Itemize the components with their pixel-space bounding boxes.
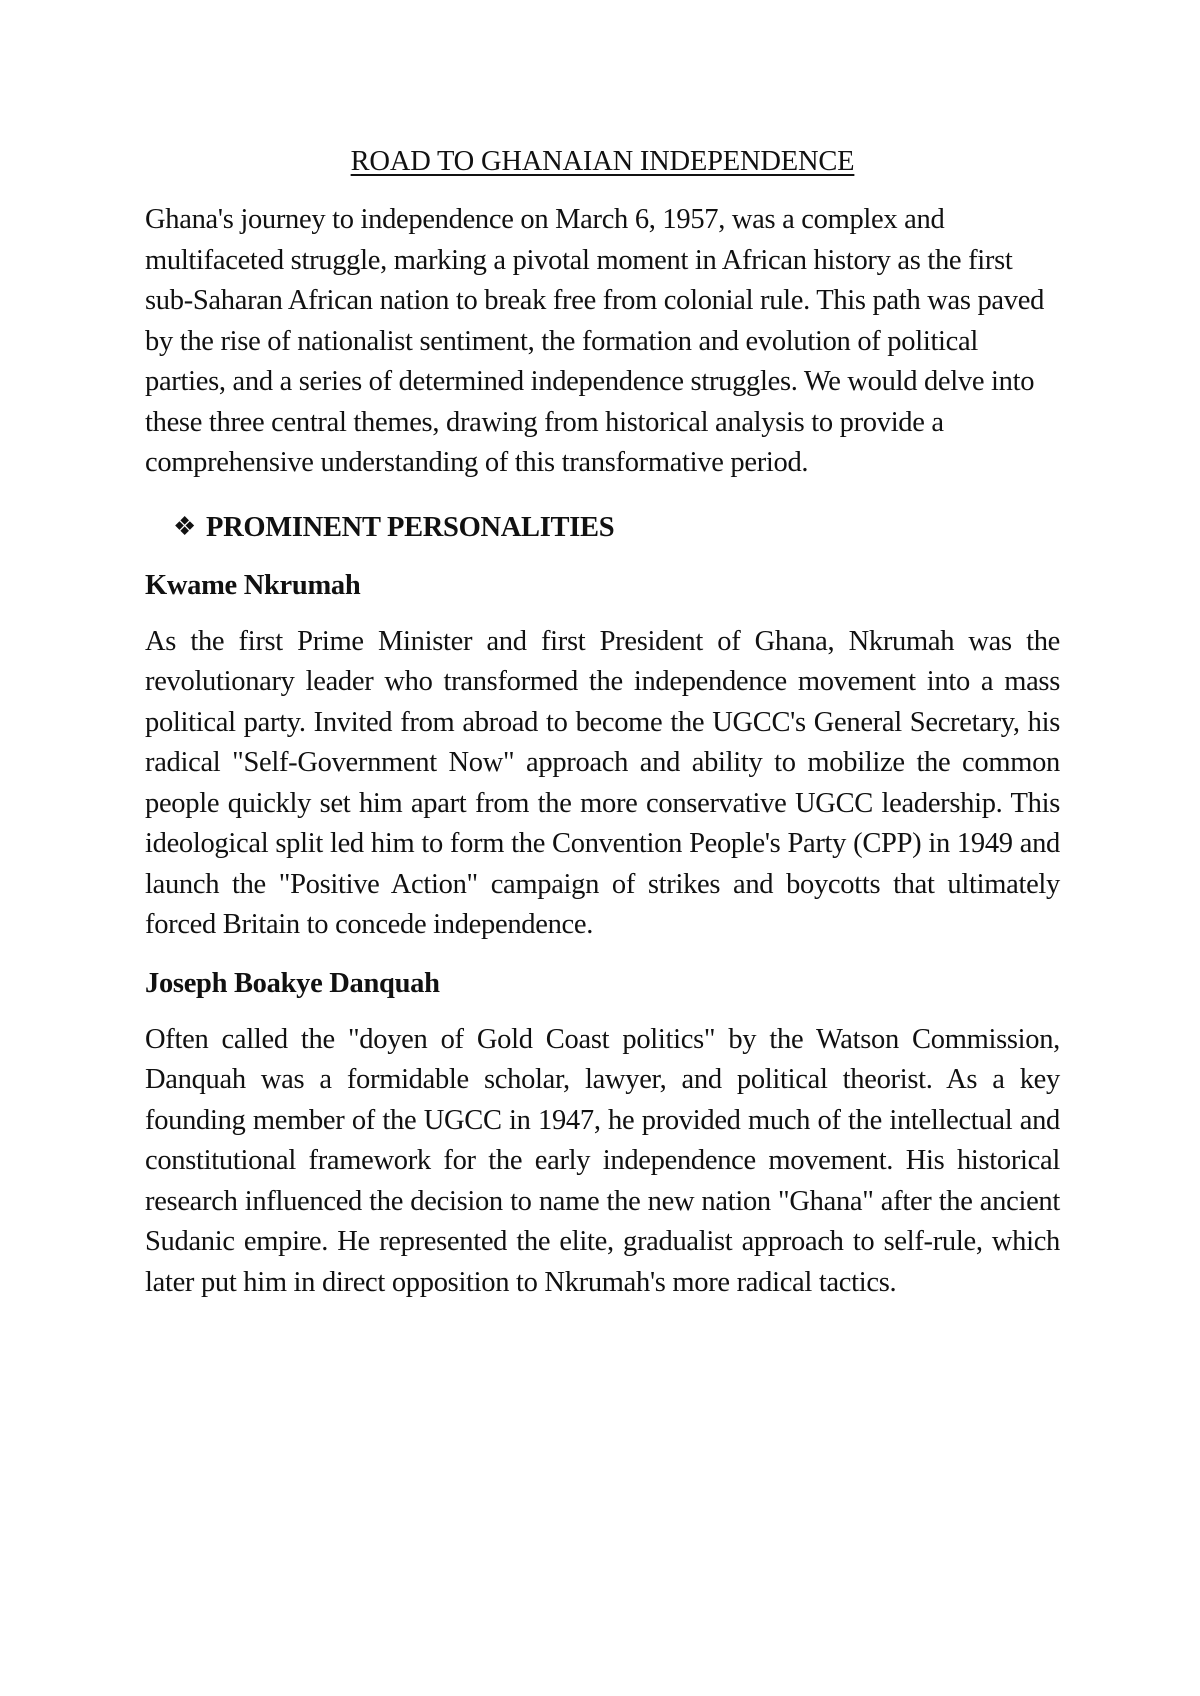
document-title: ROAD TO GHANAIAN INDEPENDENCE — [350, 146, 855, 177]
person-name-nkrumah: Kwame Nkrumah — [145, 569, 361, 601]
person-name-danquah: Joseph Boakye Danquah — [145, 967, 440, 999]
person-bio-nkrumah: As the first Prime Minister and first President of Ghana, Nkrumah was the revolutionary leader who transformed the independence movement into a mass political party. Invited from abroad to become the UGCC's General Secretary, his radical "Self-Government Now" approach and ability to mobilize the common people quickly set him apart from the more conservative UGCC leadership. This ideological split led him to form the Convention People's Party (CPP) in 1949 and launch the "Positive Action" campaign of strikes and boycotts that ultimately forced Britain to concede independence. — [145, 625, 1060, 940]
section-heading-text: PROMINENT PERSONALITIES — [206, 511, 615, 543]
document-body — [145, 140, 1060, 1321]
diamond-bullet-icon: ❖ — [173, 511, 197, 541]
section-heading — [173, 508, 1060, 548]
person-bio-danquah: Often called the "doyen of Gold Coast politics" by the Watson Commission, Danquah was a formidable scholar, lawyer, and political theorist. As a key founding member of the UGCC in 1947, he provided much of the intellectual and constitutional framework for the early independence movement. His historical research influenced the decision to name the new nation "Ghana" after the ancient Sudanic empire. He represented the elite, gradualist approach to self-rule, which later put him in direct opposition to Nkrumah's more radical tactics. — [145, 1023, 1060, 1298]
intro-paragraph: Ghana's journey to independence on March 6, 1957, was a complex and multifaceted struggle, marking a pivotal moment in African history as the first sub-Saharan African nation to break free from colonial rule. This path was paved by the rise of nationalist sentiment, the formation and evolution of political parties, and a series of determined independence struggles. We would delve into these three central themes, drawing from historical analysis to provide a comprehensive understanding of this transformative period. — [145, 204, 1045, 478]
